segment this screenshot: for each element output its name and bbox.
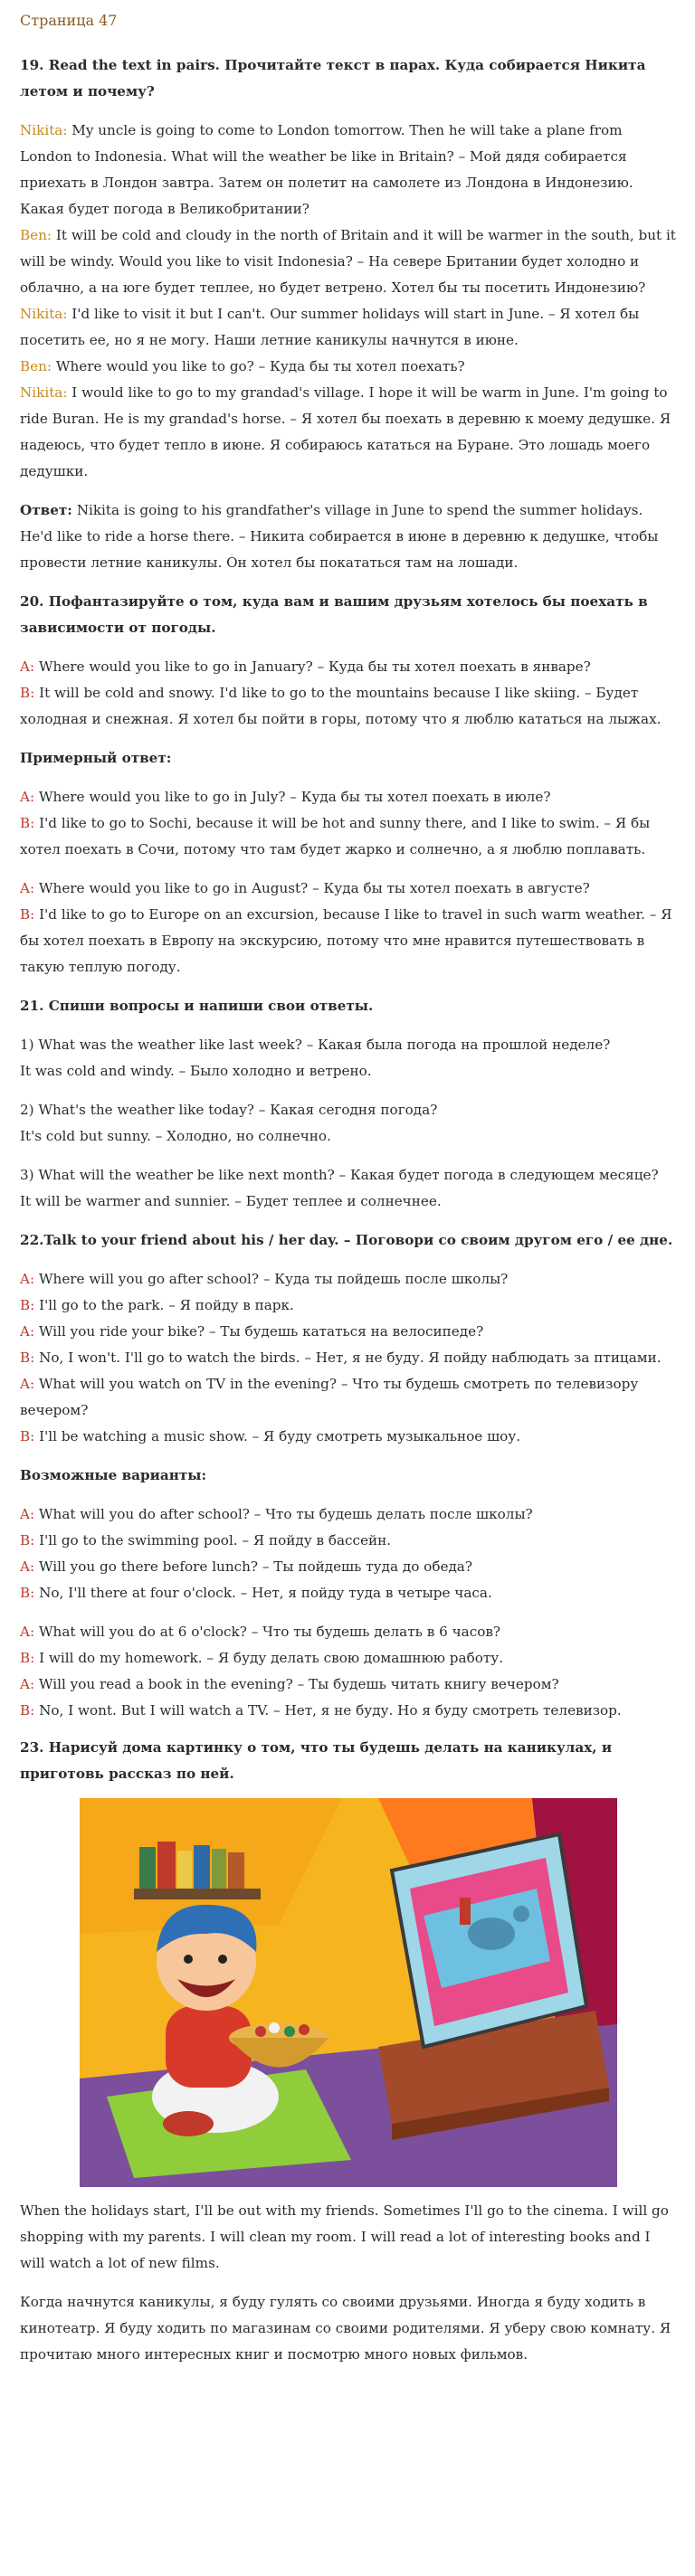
- exercise-19-heading: 19. Read the text in pairs. Прочитайте текст в парах. Куда собирается Никита летом и почему?: [20, 57, 646, 99]
- dialog-line: [20, 810, 679, 863]
- speaker-name: Nikita:: [20, 384, 68, 401]
- dialog-text: I would like to go to my grandad's village. I hope it will be warm in June. I'm going to ride Buran. He is my grandad's horse. – Я хотел бы поехать в деревню к моему дедушке. Я надеюсь, что будет тепло в июне. Я собираюсь кататься на Буране. Это лошадь моего дедушки.: [20, 384, 671, 479]
- speaker-a: A:: [20, 1376, 35, 1392]
- speaker-a: A:: [20, 1271, 35, 1287]
- dialog-text: It will be cold and cloudy in the north of Britain and it will be warmer in the south, but it will be windy. Would you like to visit Indonesia? – На севере Британии будет холодно и облачно, а на юге будет теплее, но будет ветрено. Хотел бы ты посетить Индонезию?: [20, 227, 676, 296]
- exercise-22-heading: 22.Talk to your friend about his / her day. – Поговори со своим другом его / ее дне.: [20, 1232, 673, 1248]
- boy-watching-tv-image: [80, 1798, 617, 2187]
- variants-label: Возможные варианты:: [20, 1467, 207, 1483]
- page-title: Страница 47: [20, 12, 118, 29]
- dialog-line: [20, 1672, 679, 1698]
- dialog-line: [20, 354, 679, 380]
- dialog-line: [20, 1371, 679, 1424]
- answer: It was cold and windy. – Было холодно и ветрено.: [20, 1063, 372, 1079]
- exercise-19: [20, 52, 679, 576]
- dialog-line: [20, 1501, 679, 1528]
- dialog-text: What will you do at 6 o'clock? – Что ты будешь делать в 6 часов?: [34, 1624, 501, 1640]
- sample-answer-label: Примерный ответ:: [20, 750, 172, 766]
- exercise-20-heading: 20. Пофантазируйте о том, куда вам и вашим друзьям хотелось бы поехать в зависимости от погоды.: [20, 593, 648, 636]
- answer: It will be warmer and sunnier. – Будет теплее и солнечнее.: [20, 1193, 442, 1209]
- speaker-a: A:: [20, 658, 35, 675]
- dialog-text: Where would you like to go in August? – Куда бы ты хотел поехать в августе?: [34, 880, 590, 896]
- exercise-21-heading: 21. Спиши вопросы и напиши свои ответы.: [20, 998, 374, 1014]
- dialog-text: What will you watch on TV in the evening? – Что ты будешь смотреть по телевизору вечером?: [20, 1376, 639, 1418]
- dialog-text: Where would you like to go in January? – Куда бы ты хотел поехать в январе?: [34, 658, 591, 675]
- answer: [20, 497, 679, 576]
- dialog-line: [20, 1266, 679, 1293]
- dialog-text: No, I'll there at four o'clock. – Нет, я пойду туда в четыре часа.: [34, 1585, 492, 1601]
- dialog-text: What will you do after school? – Что ты будешь делать после школы?: [34, 1506, 533, 1522]
- answer-text: Nikita is going to his grandfather's village in June to spend the summer holidays. He'd like to ride a horse there. – Никита собирается в июне в деревню к дедушке, чтобы провести летние каникулы. Он хотел бы покататься там на лошади.: [20, 502, 659, 571]
- dialog-line: [20, 223, 679, 301]
- dialog-line: [20, 1698, 679, 1724]
- question: 2) What's the weather like today? – Какая сегодня погода?: [20, 1102, 438, 1118]
- dialog-line: [20, 1554, 679, 1580]
- speaker-a: A:: [20, 1506, 35, 1522]
- dialog-line: [20, 1345, 679, 1371]
- story-english: When the holidays start, I'll be out with my friends. Sometimes I'll go to the cinema. I will go shopping with my parents. I will clean my room. I will read a lot of interesting books and I will watch a lot of new films.: [20, 2202, 669, 2271]
- speaker-b: B:: [20, 1428, 35, 1444]
- speaker-b: B:: [20, 906, 35, 923]
- dialog-line: [20, 784, 679, 810]
- exercise-21: [20, 993, 679, 1215]
- speaker-b: B:: [20, 815, 35, 831]
- dialog-line: [20, 876, 679, 902]
- speaker-b: B:: [20, 1350, 35, 1366]
- speaker-name: Ben:: [20, 358, 52, 374]
- dialog-text: I will do my homework. – Я буду делать свою домашнюю работу.: [34, 1650, 504, 1666]
- dialog-text: Where would you like to go in July? – Куда бы ты хотел поехать в июле?: [34, 789, 551, 805]
- exercise-22: [20, 1227, 679, 1724]
- dialog-text: I'd like to visit it but I can't. Our summer holidays will start in June. – Я хотел бы посетить ее, но я не могу. Наши летние каникулы начнутся в июне.: [20, 306, 640, 348]
- dialog-text: My uncle is going to come to London tomorrow. Then he will take a plane from London to Indonesia. What will the weather be like in Britain? – Мой дядя собирается приехать в Лондон завтра. Затем он полетит на самолете из Лондона в Индонезию. Какая будет погода в Великобритании?: [20, 122, 633, 217]
- dialog-text: No, I won't. I'll go to watch the birds. – Нет, я не буду. Я пойду наблюдать за птицами.: [34, 1350, 662, 1366]
- speaker-name: Nikita:: [20, 122, 68, 138]
- holiday-illustration: [80, 1798, 617, 2187]
- dialog-text: It will be cold and snowy. I'd like to go to the mountains because I like skiing. – Будет холодная и снежная. Я хотел бы пойти в горы, потому что я люблю кататься на лыжах.: [20, 685, 662, 727]
- dialog-text: Will you go there before lunch? – Ты пойдешь туда до обеда?: [34, 1558, 472, 1575]
- story-russian: Когда начнутся каникулы, я буду гулять со своими друзьями. Иногда я буду ходить в кинотеатр. Я буду ходить по магазинам со своими родителями. Я уберу свою комнату. Я прочитаю много интересных книг и посмотрю много новых фильмов.: [20, 2294, 671, 2363]
- dialog-text: No, I wont. But I will watch a TV. – Нет, я не буду. Но я буду смотреть телевизор.: [34, 1702, 622, 1719]
- dialog-line: [20, 1619, 679, 1645]
- speaker-b: B:: [20, 685, 35, 701]
- speaker-b: B:: [20, 1585, 35, 1601]
- exercise-23-heading: 23. Нарисуй дома картинку о том, что ты будешь делать на каникулах, и приготовь рассказ по ней.: [20, 1739, 613, 1782]
- dialog-line: [20, 902, 679, 980]
- speaker-b: B:: [20, 1702, 35, 1719]
- dialog-text: I'll go to the swimming pool. – Я пойду в бассейн.: [34, 1532, 392, 1548]
- dialog-text: I'll go to the park. – Я пойду в парк.: [34, 1297, 294, 1313]
- speaker-name: Ben:: [20, 227, 52, 243]
- dialog-text: Will you read a book in the evening? – Ты будешь читать книгу вечером?: [34, 1676, 559, 1692]
- answer-label: Ответ:: [20, 502, 72, 518]
- dialog-line: [20, 680, 679, 733]
- dialog-text: I'd like to go to Sochi, because it will be hot and sunny there, and I like to swim. – Я бы хотел поехать в Сочи, потому что там будет жарко и солнечно, а я люблю поплавать.: [20, 815, 651, 857]
- dialog-line: [20, 1319, 679, 1345]
- speaker-b: B:: [20, 1297, 35, 1313]
- dialog-text: Where will you go after school? – Куда ты пойдешь после школы?: [34, 1271, 509, 1287]
- dialog-text: Where would you like to go? – Куда бы ты хотел поехать?: [52, 358, 465, 374]
- dialog-line: [20, 301, 679, 354]
- speaker-a: A:: [20, 880, 35, 896]
- dialog-line: [20, 118, 679, 223]
- dialog-line: [20, 1580, 679, 1606]
- question: 3) What will the weather be like next month? – Какая будет погода в следующем месяце?: [20, 1167, 659, 1183]
- speaker-b: B:: [20, 1532, 35, 1548]
- speaker-a: A:: [20, 1323, 35, 1340]
- dialog-line: [20, 1528, 679, 1554]
- dialog-line: [20, 380, 679, 485]
- dialog-line: [20, 1645, 679, 1672]
- speaker-a: A:: [20, 1558, 35, 1575]
- dialog-text: Will you ride your bike? – Ты будешь кататься на велосипеде?: [34, 1323, 484, 1340]
- exercise-20: [20, 589, 679, 980]
- answer: It's cold but sunny. – Холодно, но солнечно.: [20, 1128, 331, 1144]
- dialog-text: I'll be watching a music show. – Я буду смотреть музыкальное шоу.: [34, 1428, 521, 1444]
- dialog-line: [20, 1293, 679, 1319]
- dialog-text: I'd like to go to Europe on an excursion, because I like to travel in such warm weather. – Я бы хотел поехать в Европу на экскурсию, потому что мне нравится путешествовать в такую теплую погоду.: [20, 906, 672, 975]
- speaker-a: A:: [20, 1676, 35, 1692]
- page-content: [20, 0, 679, 2368]
- dialog-line: [20, 1424, 679, 1450]
- question: 1) What was the weather like last week? – Какая была погода на прошлой неделе?: [20, 1037, 611, 1053]
- speaker-a: A:: [20, 1624, 35, 1640]
- exercise-23: [20, 1735, 679, 2368]
- speaker-b: B:: [20, 1650, 35, 1666]
- dialog-line: [20, 654, 679, 680]
- speaker-a: A:: [20, 789, 35, 805]
- speaker-name: Nikita:: [20, 306, 68, 322]
